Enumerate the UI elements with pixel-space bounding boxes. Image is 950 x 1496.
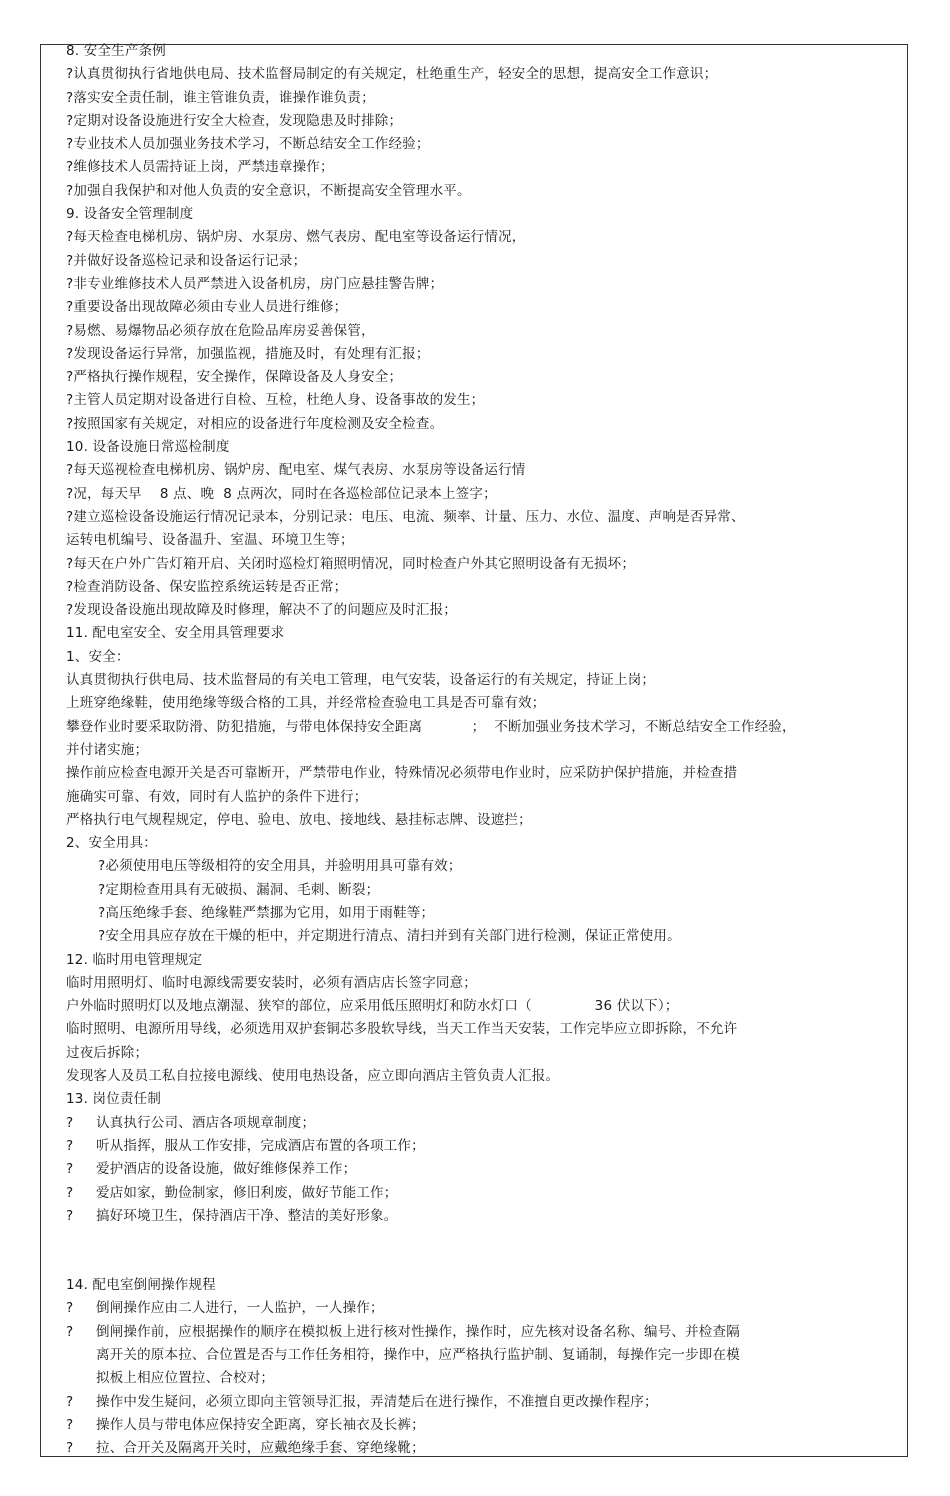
bullet-marker: ? xyxy=(66,1184,74,1201)
document-body xyxy=(66,40,886,1461)
section-11-tools-item: ?高压绝缘手套、绝缘鞋严禁挪为它用，如用于雨鞋等； xyxy=(98,904,435,921)
section-13-item-text: 爱店如家，勤俭制家，修旧利废，做好节能工作； xyxy=(96,1184,398,1201)
section-14-item xyxy=(66,1391,886,1414)
section-12-item: 发现客人及员工私自拉接电源线、使用电热设备，应立即向酒店主管负责人汇报。 xyxy=(66,1068,560,1085)
section-10-item: ?况，每天早 8 点、晚 8 点两次，同时在各巡检部位记录本上签字； xyxy=(66,485,497,502)
section-10-item: ?每天巡视检查电梯机房、锅炉房、配电室、煤气表房、水泵房等设备运行情 xyxy=(66,462,526,479)
section-9-item: ?按照国家有关规定，对相应的设备进行年度检测及安全检查。 xyxy=(66,415,444,432)
bullet-marker: ? xyxy=(66,1161,74,1178)
section-11-safety-item: 上班穿绝缘鞋，使用绝缘等级合格的工具，并经常检查验电工具是否可靠有效； xyxy=(66,695,546,712)
section-9-item: ?发现设备运行异常，加强监视，措施及时，有处理有汇报； xyxy=(66,345,430,362)
section-8-item: ?认真贯彻执行省地供电局、技术监督局制定的有关规定，杜绝重生产，轻安全的思想，提高安全工作意识； xyxy=(66,66,718,83)
section-9-item: ?严格执行操作规程，安全操作，保障设备及人身安全； xyxy=(66,369,403,386)
section-10-title: 10. 设备设施日常巡检制度 xyxy=(66,439,230,456)
bullet-marker: ? xyxy=(66,1207,74,1224)
bullet-marker: ? xyxy=(66,1416,74,1433)
section-8-item: ?维修技术人员需持证上岗，严禁违章操作； xyxy=(66,159,334,176)
section-14-item-cont: 离开关的原本拉、合位置是否与工作任务相符，操作中，应严格执行监护制、复诵制，每操作完一步即在模 xyxy=(96,1347,740,1364)
section-14-item-text: 拉、合开关及隔离开关时，应戴绝缘手套、穿绝缘靴； xyxy=(96,1440,425,1457)
section-11-safety-item: 操作前应检查电源开关是否可靠断开，严禁带电作业，特殊情况必须带电作业时，应采防护保护措施，并检查措 xyxy=(66,765,738,782)
section-13-item xyxy=(66,1182,886,1205)
section-11-tools-title: 2、安全用具： xyxy=(66,835,157,852)
section-11-tools-item: ?定期检查用具有无破损、漏洞、毛刺、断裂； xyxy=(98,881,380,898)
section-9-title: 9. 设备安全管理制度 xyxy=(66,206,194,223)
section-11-safety-item: 认真贯彻执行供电局、技术监督局的有关电工管理，电气安装，设备运行的有关规定，持证上岗； xyxy=(66,672,656,689)
section-12-title: 12. 临时用电管理规定 xyxy=(66,951,203,968)
section-14-item xyxy=(66,1437,886,1460)
bullet-marker: ? xyxy=(66,1114,74,1131)
section-gap xyxy=(66,1228,886,1274)
section-12-item: 临时用照明灯、临时电源线需要安装时，必须有酒店店长签字同意； xyxy=(66,974,477,991)
section-14-title: 14. 配电室倒闸操作规程 xyxy=(66,1277,216,1294)
section-11-tools-item: ?必须使用电压等级相符的安全用具，并验明用具可靠有效； xyxy=(98,858,462,875)
bullet-marker: ? xyxy=(66,1323,74,1340)
section-14-item-text: 操作人员与带电体应保持安全距离，穿长袖衣及长裤； xyxy=(96,1416,425,1433)
section-14-item-text: 倒闸操作应由二人进行，一人监护，一人操作； xyxy=(96,1300,384,1317)
section-14-item-text: 倒闸操作前，应根据操作的顺序在模拟板上进行核对性操作，操作时，应先核对设备名称、编号、并检查隔 xyxy=(96,1323,740,1340)
bullet-marker: ? xyxy=(66,1393,74,1410)
bullet-marker: ? xyxy=(66,1137,74,1154)
section-10-item: 运转电机编号、设备温升、室温、环境卫生等； xyxy=(66,532,354,549)
section-13-title: 13. 岗位责任制 xyxy=(66,1091,162,1108)
section-11-safety-item: 攀登作业时要采取防滑、防犯措施，与带电体保持安全距离 ； 不断加强业务技术学习，不断总结安全工作经验， xyxy=(66,718,796,735)
section-14-item-cont: 拟板上相应位置拉、合校对； xyxy=(96,1370,275,1387)
section-13-item-text: 搞好环境卫生，保持酒店干净、整洁的美好形象。 xyxy=(96,1207,398,1224)
section-14-item xyxy=(66,1321,886,1344)
section-9-item: ?主管人员定期对设备进行自检、互检，杜绝人身、设备事故的发生； xyxy=(66,392,485,409)
section-13-item xyxy=(66,1205,886,1228)
section-8-item: ?专业技术人员加强业务技术学习，不断总结安全工作经验； xyxy=(66,136,430,153)
section-8-item: ?落实安全责任制，谁主管谁负责，谁操作谁负责； xyxy=(66,89,375,106)
section-14-item xyxy=(66,1297,886,1320)
section-8-title: 8. 安全生产条例 xyxy=(66,43,166,59)
section-13-item xyxy=(66,1112,886,1135)
section-11-safety-item: 严格执行电气规程规定，停电、验电、放电、接地线、悬挂标志牌、设遮拦； xyxy=(66,811,532,828)
section-12-item: 过夜后拆除； xyxy=(66,1044,149,1061)
section-14-item-text: 操作中发生疑问，必须立即向主管领导汇报，弄清楚后在进行操作，不准擅自更改操作程序； xyxy=(96,1393,658,1410)
bullet-marker: ? xyxy=(66,1440,74,1457)
section-12-item: 临时照明、电源所用导线，必须选用双护套铜芯多股软导线，当天工作当天安装，工作完毕应立即拆除，不允许 xyxy=(66,1021,738,1038)
section-13-item-text: 认真执行公司、酒店各项规章制度； xyxy=(96,1114,316,1131)
section-10-item: ?每天在户外广告灯箱开启、关闭时巡检灯箱照明情况，同时检查户外其它照明设备有无损坏； xyxy=(66,555,636,572)
section-11-title: 11. 配电室安全、安全用具管理要求 xyxy=(66,625,285,642)
section-11-tools-item: ?安全用具应存放在干燥的柜中，并定期进行清点、清扫并到有关部门进行检测，保证正常使用。 xyxy=(98,928,681,945)
section-11-safety-item: 并付诸实施； xyxy=(66,741,149,758)
section-13-item-text: 听从指挥，服从工作安排，完成酒店布置的各项工作； xyxy=(96,1137,425,1154)
section-13-item-text: 爱护酒店的设备设施，做好维修保养工作； xyxy=(96,1161,357,1178)
section-10-item: ?建立巡检设备设施运行情况记录本，分别记录：电压、电流、频率、计量、压力、水位、温度、声响是否异常、 xyxy=(66,508,745,525)
section-12-item: 户外临时照明灯以及地点潮湿、狭窄的部位，应采用低压照明灯和防水灯口（ 36 伏以下）； xyxy=(66,998,679,1015)
bullet-marker: ? xyxy=(66,1300,74,1317)
section-9-item: ?每天检查电梯机房、锅炉房、水泵房、燃气表房、配电室等设备运行情况， xyxy=(66,229,526,246)
section-8-item: ?加强自我保护和对他人负责的安全意识，不断提高安全管理水平。 xyxy=(66,182,471,199)
section-10-item: ?发现设备设施出现故障及时修理，解决不了的问题应及时汇报； xyxy=(66,602,457,619)
section-13-item xyxy=(66,1158,886,1181)
section-10-item: ?检查消防设备、保安监控系统运转是否正常； xyxy=(66,578,348,595)
section-9-item: ?并做好设备巡检记录和设备运行记录； xyxy=(66,252,307,269)
section-8-item: ?定期对设备设施进行安全大检查，发现隐患及时排除； xyxy=(66,112,403,129)
section-11-safety-title: 1、安全： xyxy=(66,648,130,665)
section-9-item: ?易燃、易爆物品必须存放在危险品库房妥善保管， xyxy=(66,322,375,339)
section-9-item: ?重要设备出现故障必须由专业人员进行维修； xyxy=(66,299,348,316)
section-11-safety-item: 施确实可靠、有效，同时有人监护的条件下进行； xyxy=(66,788,368,805)
section-14-item xyxy=(66,1414,886,1437)
section-9-item: ?非专业维修技术人员严禁进入设备机房，房门应悬挂警告牌； xyxy=(66,275,444,292)
section-13-item xyxy=(66,1135,886,1158)
